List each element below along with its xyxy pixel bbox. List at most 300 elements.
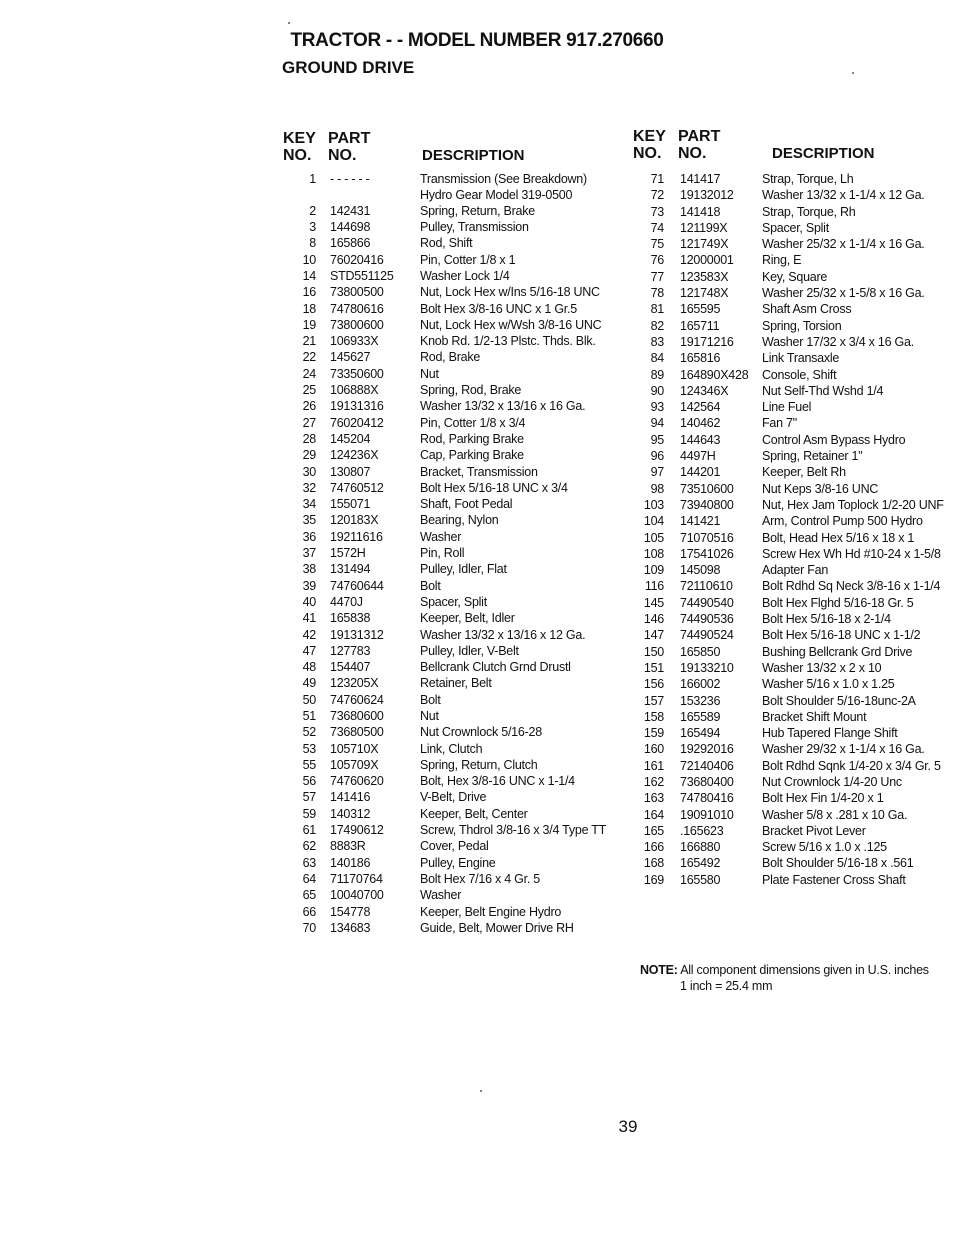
part-description: Shaft, Foot Pedal [420, 497, 513, 512]
key-number: 64 [302, 871, 316, 886]
key-number: 39 [302, 578, 316, 593]
part-row [626, 188, 944, 204]
part-row [270, 676, 612, 692]
key-number: 168 [643, 856, 664, 871]
key-number: 90 [650, 383, 664, 398]
part-number: 74760624 [330, 692, 384, 707]
part-description: Console, Shift [762, 367, 837, 382]
part-number: 1572H [330, 546, 366, 561]
part-row [270, 872, 612, 888]
part-description: Link Transaxle [762, 351, 840, 366]
part-description: Washer 17/32 x 3/4 x 16 Ga. [762, 334, 914, 349]
part-description: Bolt [420, 692, 441, 707]
part-number: 131494 [330, 562, 371, 577]
key-number: 32 [302, 480, 316, 495]
part-number: 74490540 [680, 595, 734, 610]
part-row [270, 839, 612, 855]
key-number: 162 [643, 774, 664, 789]
part-number: 74780616 [330, 301, 384, 316]
part-description: Pulley, Engine [420, 855, 496, 870]
key-number: 158 [643, 709, 664, 724]
key-number: 164 [643, 807, 664, 822]
part-number: 72140406 [680, 758, 734, 773]
part-number: 121748X [680, 286, 729, 301]
part-number: 166880 [680, 840, 721, 855]
part-number: 140312 [330, 806, 371, 821]
part-number: 142431 [330, 203, 371, 218]
part-row [270, 546, 612, 562]
key-number: 81 [650, 302, 664, 317]
part-number: 127783 [330, 643, 371, 658]
part-description: Washer 5/8 x .281 x 10 Ga. [762, 807, 908, 822]
part-number: 17541026 [680, 546, 734, 561]
part-number: 141416 [330, 790, 371, 805]
part-number: 165816 [680, 351, 721, 366]
part-number: 72110610 [680, 579, 733, 594]
part-number: 140186 [330, 855, 371, 870]
part-number: 130807 [330, 464, 371, 479]
part-description: Screw, Thdrol 3/8-16 x 3/4 Type TT [420, 823, 607, 838]
part-row [270, 399, 612, 415]
part-row [270, 758, 612, 774]
part-row [626, 856, 944, 872]
part-row [626, 579, 944, 595]
part-description: Bolt Hex 5/16-18 UNC x 1-1/2 [762, 628, 921, 643]
part-description: Screw 5/16 x 1.0 x .125 [762, 840, 887, 855]
part-number: 17490612 [330, 823, 384, 838]
key-number: 62 [302, 839, 316, 854]
part-number: 140462 [680, 416, 721, 431]
key-number: 28 [302, 431, 316, 446]
key-number: 51 [302, 709, 316, 723]
key-number: 98 [650, 481, 664, 496]
part-number: 166002 [680, 677, 721, 692]
key-no-header: KEY NO. [283, 130, 316, 164]
part-row [626, 710, 944, 726]
part-number: 19091010 [680, 807, 734, 822]
part-number: 124236X [330, 448, 379, 463]
parts-list-right [626, 172, 944, 889]
part-description: Pulley, Idler, Flat [420, 562, 507, 577]
key-number: 89 [650, 367, 664, 382]
part-description: Bearing, Nylon [420, 513, 499, 528]
key-no-header: KEY NO. [633, 128, 666, 162]
section-title: GROUND DRIVE [282, 58, 415, 77]
part-number: 144698 [330, 220, 371, 235]
key-number: 166 [643, 840, 664, 855]
part-row [626, 677, 944, 693]
part-description: Bolt Hex Flghd 5/16-18 Gr. 5 [762, 595, 914, 610]
part-description: Washer 25/32 x 1-5/8 x 16 Ga. [762, 286, 925, 301]
part-number: 74780416 [680, 791, 734, 806]
key-number: 30 [302, 464, 316, 479]
part-description: Nut, Hex Jam Toplock 1/2-20 UNF [762, 497, 944, 512]
part-row [270, 367, 612, 383]
part-row [626, 726, 944, 742]
part-number: 12000001 [680, 253, 734, 268]
key-number: 56 [302, 774, 316, 789]
part-description: Control Asm Bypass Hydro [762, 432, 906, 447]
part-description: Spring, Torsion [762, 318, 842, 333]
part-description: Guide, Belt, Mower Drive RH [420, 920, 574, 935]
part-row [270, 579, 612, 595]
part-description: Pin, Cotter 1/8 x 3/4 [420, 415, 526, 430]
note-text: All component dimensions given in U.S. inches [680, 963, 929, 977]
part-number: 73510600 [680, 481, 734, 496]
part-row [626, 514, 944, 530]
part-number: 165850 [680, 644, 721, 659]
part-row [626, 416, 944, 432]
part-description: Ring, E [762, 253, 802, 268]
page-number: 39 [618, 1117, 638, 1136]
part-number: 4497H [680, 449, 716, 464]
key-number: 71 [650, 172, 664, 186]
key-number: 22 [302, 350, 316, 365]
part-description: Nut Self-Thd Wshd 1/4 [762, 383, 884, 398]
part-number: 74490524 [680, 628, 734, 643]
part-row [626, 531, 944, 547]
key-number: 78 [650, 286, 664, 301]
part-description: Keeper, Belt, Idler [420, 611, 515, 626]
part-description: Rod, Brake [420, 350, 481, 365]
part-row [626, 465, 944, 481]
part-number: 74760620 [330, 774, 384, 789]
key-number: 38 [302, 562, 316, 577]
part-description: Keeper, Belt, Center [420, 806, 528, 821]
part-number: 73800500 [330, 285, 384, 300]
part-number: 124346X [680, 383, 729, 398]
part-description: Pin, Roll [420, 546, 465, 561]
part-row [626, 335, 944, 351]
part-row [626, 742, 944, 758]
key-number: 95 [650, 432, 664, 447]
key-number: 66 [302, 904, 316, 919]
key-number: 94 [650, 416, 664, 431]
note-label: NOTE: [640, 963, 678, 977]
part-description: Bolt Hex 7/16 x 4 Gr. 5 [420, 871, 541, 886]
key-number: 116 [644, 579, 664, 594]
part-description: Spring, Retainer 1" [762, 449, 863, 464]
part-description: Washer 25/32 x 1-1/4 x 16 Ga. [762, 237, 925, 252]
part-row [270, 823, 612, 839]
part-description: Bellcrank Clutch Grnd Drustl [420, 660, 571, 675]
part-description: Knob Rd. 1/2-13 Plstc. Thds. Blk. [420, 334, 596, 349]
key-number: 55 [302, 757, 316, 772]
key-number: 3 [309, 220, 316, 235]
part-number: 165580 [680, 872, 721, 887]
part-number: 73800600 [330, 317, 384, 332]
part-number: 105710X [330, 741, 379, 756]
key-number: 104 [643, 514, 664, 529]
part-row [270, 807, 612, 823]
part-description: Spacer, Split [420, 594, 487, 609]
parts-list-left [270, 172, 612, 937]
key-number: 34 [302, 497, 316, 512]
part-number: 19171216 [680, 334, 734, 349]
description-header: DESCRIPTION [772, 145, 875, 162]
part-description: Cover, Pedal [420, 839, 489, 854]
key-number: 27 [302, 415, 316, 430]
key-number: 49 [302, 676, 316, 691]
part-row [270, 497, 612, 513]
part-number: 105709X [330, 757, 379, 772]
part-number: 19133210 [680, 660, 734, 675]
part-description: Keeper, Belt Rh [762, 465, 846, 480]
part-row [626, 791, 944, 807]
key-number: 83 [650, 334, 664, 349]
key-number: 96 [650, 449, 664, 464]
key-number: 24 [302, 366, 316, 381]
part-description: Bolt Hex 5/16-18 x 2-1/4 [762, 612, 891, 627]
part-description: Link, Clutch [420, 741, 483, 756]
part-description: Washer [420, 529, 462, 544]
key-number: 108 [643, 546, 664, 561]
part-description: Washer Lock 1/4 [420, 268, 510, 283]
key-number: 159 [643, 726, 664, 741]
part-row [626, 547, 944, 563]
part-row [270, 644, 612, 660]
part-number: 19132012 [680, 188, 734, 203]
part-description: Nut, Lock Hex w/Wsh 3/8-16 UNC [420, 317, 602, 332]
part-description: Bolt Hex 5/16-18 UNC x 3/4 [420, 480, 568, 495]
key-number: 84 [650, 351, 664, 366]
scan-speck [288, 22, 290, 24]
key-number: 16 [302, 285, 316, 300]
key-number: 160 [643, 742, 664, 757]
part-row [626, 498, 944, 514]
part-description: Bracket Shift Mount [762, 709, 867, 724]
key-number: 82 [650, 318, 664, 333]
part-description: Spring, Rod, Brake [420, 383, 522, 398]
part-row [270, 465, 612, 481]
part-description: Line Fuel [762, 400, 812, 415]
part-description: Pin, Cotter 1/8 x 1 [420, 252, 516, 267]
part-number: 154407 [330, 660, 371, 675]
part-description: Screw Hex Wh Hd #10-24 x 1-5/8 [762, 546, 941, 561]
part-number: 142564 [680, 400, 721, 415]
part-row [270, 562, 612, 578]
dimensions-note [640, 962, 929, 994]
part-number: 121199X [680, 220, 728, 235]
part-row [626, 449, 944, 465]
part-row [626, 775, 944, 791]
part-number: 165494 [680, 726, 721, 741]
part-row [626, 172, 944, 188]
part-number: 165595 [680, 302, 721, 317]
part-row [626, 661, 944, 677]
part-number: 145627 [330, 350, 371, 365]
part-number: 153236 [680, 693, 721, 708]
key-number: 59 [302, 806, 316, 821]
part-description: Nut, Lock Hex w/Ins 5/16-18 UNC [420, 285, 600, 300]
note-conversion: 1 inch = 25.4 mm [680, 979, 773, 993]
key-number: 156 [643, 677, 664, 692]
part-row [626, 253, 944, 269]
part-number: 165838 [330, 611, 371, 626]
part-row [626, 694, 944, 710]
part-number: 154778 [330, 904, 371, 919]
part-number: 121749X [680, 237, 729, 252]
part-number: 165492 [680, 856, 721, 871]
part-row [626, 824, 944, 840]
part-description: Bolt Shoulder 5/16-18 x .561 [762, 856, 914, 871]
part-number: 144201 [680, 465, 721, 480]
part-row [270, 350, 612, 366]
key-number: 35 [302, 513, 316, 528]
part-row [270, 888, 612, 904]
part-description: Strap, Torque, Rh [762, 204, 856, 219]
key-number: 76 [650, 253, 664, 268]
part-row [270, 530, 612, 546]
part-description: Bracket, Transmission [420, 464, 538, 479]
part-description: Plate Fastener Cross Shaft [762, 872, 906, 887]
part-description: Washer [420, 888, 462, 903]
part-number: 73940800 [680, 497, 734, 512]
part-row [626, 237, 944, 253]
part-row [626, 563, 944, 579]
part-number: 74760644 [330, 578, 384, 593]
key-number: 29 [302, 448, 316, 463]
key-number: 157 [643, 693, 664, 708]
part-description: Bolt Hex 3/8-16 UNC x 1 Gr.5 [420, 301, 577, 316]
part-description: Bolt [420, 578, 441, 593]
part-number: 73680500 [330, 725, 384, 740]
key-number: 53 [302, 741, 316, 756]
part-row [626, 384, 944, 400]
key-number: 70 [302, 920, 316, 935]
part-number: 164890X428 [680, 367, 749, 382]
key-number: 41 [302, 611, 316, 626]
part-number: 141418 [680, 204, 721, 219]
key-number: 65 [302, 888, 316, 903]
part-row [626, 482, 944, 498]
part-number: 10040700 [330, 888, 384, 903]
key-number: 2 [309, 203, 316, 218]
part-number: 19131312 [330, 627, 384, 642]
key-number: 10 [302, 252, 316, 267]
key-number: 103 [643, 497, 664, 512]
part-row [270, 774, 612, 790]
part-number: 145098 [680, 563, 721, 578]
part-row [626, 319, 944, 335]
part-number: 19211616 [330, 529, 383, 544]
part-description: Spring, Return, Brake [420, 203, 535, 218]
key-number: 147 [643, 628, 664, 643]
part-row [270, 448, 612, 464]
part-row [270, 628, 612, 644]
key-number: 93 [650, 400, 664, 415]
part-row [626, 840, 944, 856]
part-description: Washer 5/16 x 1.0 x 1.25 [762, 677, 895, 692]
key-number: 97 [650, 465, 664, 480]
part-description: Rod, Parking Brake [420, 431, 524, 446]
part-row [270, 302, 612, 318]
part-description: Nut [420, 366, 439, 381]
part-row [270, 856, 612, 872]
part-row [626, 645, 944, 661]
part-description: Washer 29/32 x 1-1/4 x 16 Ga. [762, 742, 925, 757]
key-number: 74 [650, 220, 664, 235]
key-number: 109 [643, 563, 664, 578]
part-row [270, 172, 612, 203]
key-number: 1 [309, 172, 316, 186]
key-number: 52 [302, 725, 316, 740]
part-description: V-Belt, Drive [420, 790, 487, 805]
key-number: 75 [650, 237, 664, 252]
part-number: 73350600 [330, 366, 384, 381]
key-number: 42 [302, 627, 316, 642]
key-number: 161 [643, 758, 664, 773]
key-number: 40 [302, 594, 316, 609]
part-row [270, 285, 612, 301]
part-number: 165866 [330, 236, 371, 251]
part-row [270, 611, 612, 627]
part-description: Nut Keps 3/8-16 UNC [762, 481, 879, 496]
part-number: 141417 [680, 172, 721, 186]
key-number: 77 [650, 269, 664, 284]
scan-speck [852, 72, 854, 74]
part-number: 73680600 [330, 709, 384, 723]
part-no-header: PART NO. [678, 128, 721, 162]
part-row [270, 334, 612, 350]
key-number: 150 [643, 644, 664, 659]
part-row [626, 433, 944, 449]
part-description: Fan 7" [762, 416, 797, 431]
part-row [626, 612, 944, 628]
part-description: Retainer, Belt [420, 676, 492, 691]
part-description: Arm, Control Pump 500 Hydro [762, 514, 923, 529]
part-row [626, 628, 944, 644]
part-row [626, 759, 944, 775]
part-row [626, 596, 944, 612]
key-number: 63 [302, 855, 316, 870]
part-number: 74490536 [680, 612, 734, 627]
part-description: Adapter Fan [762, 563, 829, 578]
part-no-header: PART NO. [328, 130, 371, 164]
part-number: STD551125 [330, 268, 394, 283]
key-number: 19 [302, 317, 316, 332]
part-row [270, 432, 612, 448]
part-row [270, 742, 612, 758]
part-row [270, 383, 612, 399]
key-number: 145 [643, 595, 664, 610]
part-number: 123583X [680, 269, 729, 284]
scan-speck [480, 1090, 482, 1092]
part-number: 165711 [680, 318, 720, 333]
part-description: Pulley, Idler, V-Belt [420, 643, 519, 658]
part-number: 106888X [330, 383, 379, 398]
part-number: 141421 [680, 514, 721, 529]
part-row [270, 236, 612, 252]
part-number: 165589 [680, 709, 721, 724]
part-row [626, 400, 944, 416]
key-number: 73 [650, 204, 664, 219]
key-number: 18 [302, 301, 316, 316]
key-number: 105 [643, 530, 664, 545]
key-number: 165 [643, 823, 664, 838]
part-row [626, 221, 944, 237]
key-number: 36 [302, 529, 316, 544]
part-description: Washer 13/32 x 13/16 x 16 Ga. [420, 399, 586, 414]
part-description: Bolt, Hex 3/8-16 UNC x 1-1/4 [420, 774, 575, 789]
part-row [270, 709, 612, 725]
key-number: 61 [302, 823, 316, 838]
part-row [626, 808, 944, 824]
key-number: 21 [302, 334, 316, 349]
part-row [270, 790, 612, 806]
part-row [626, 205, 944, 221]
part-row [270, 318, 612, 334]
